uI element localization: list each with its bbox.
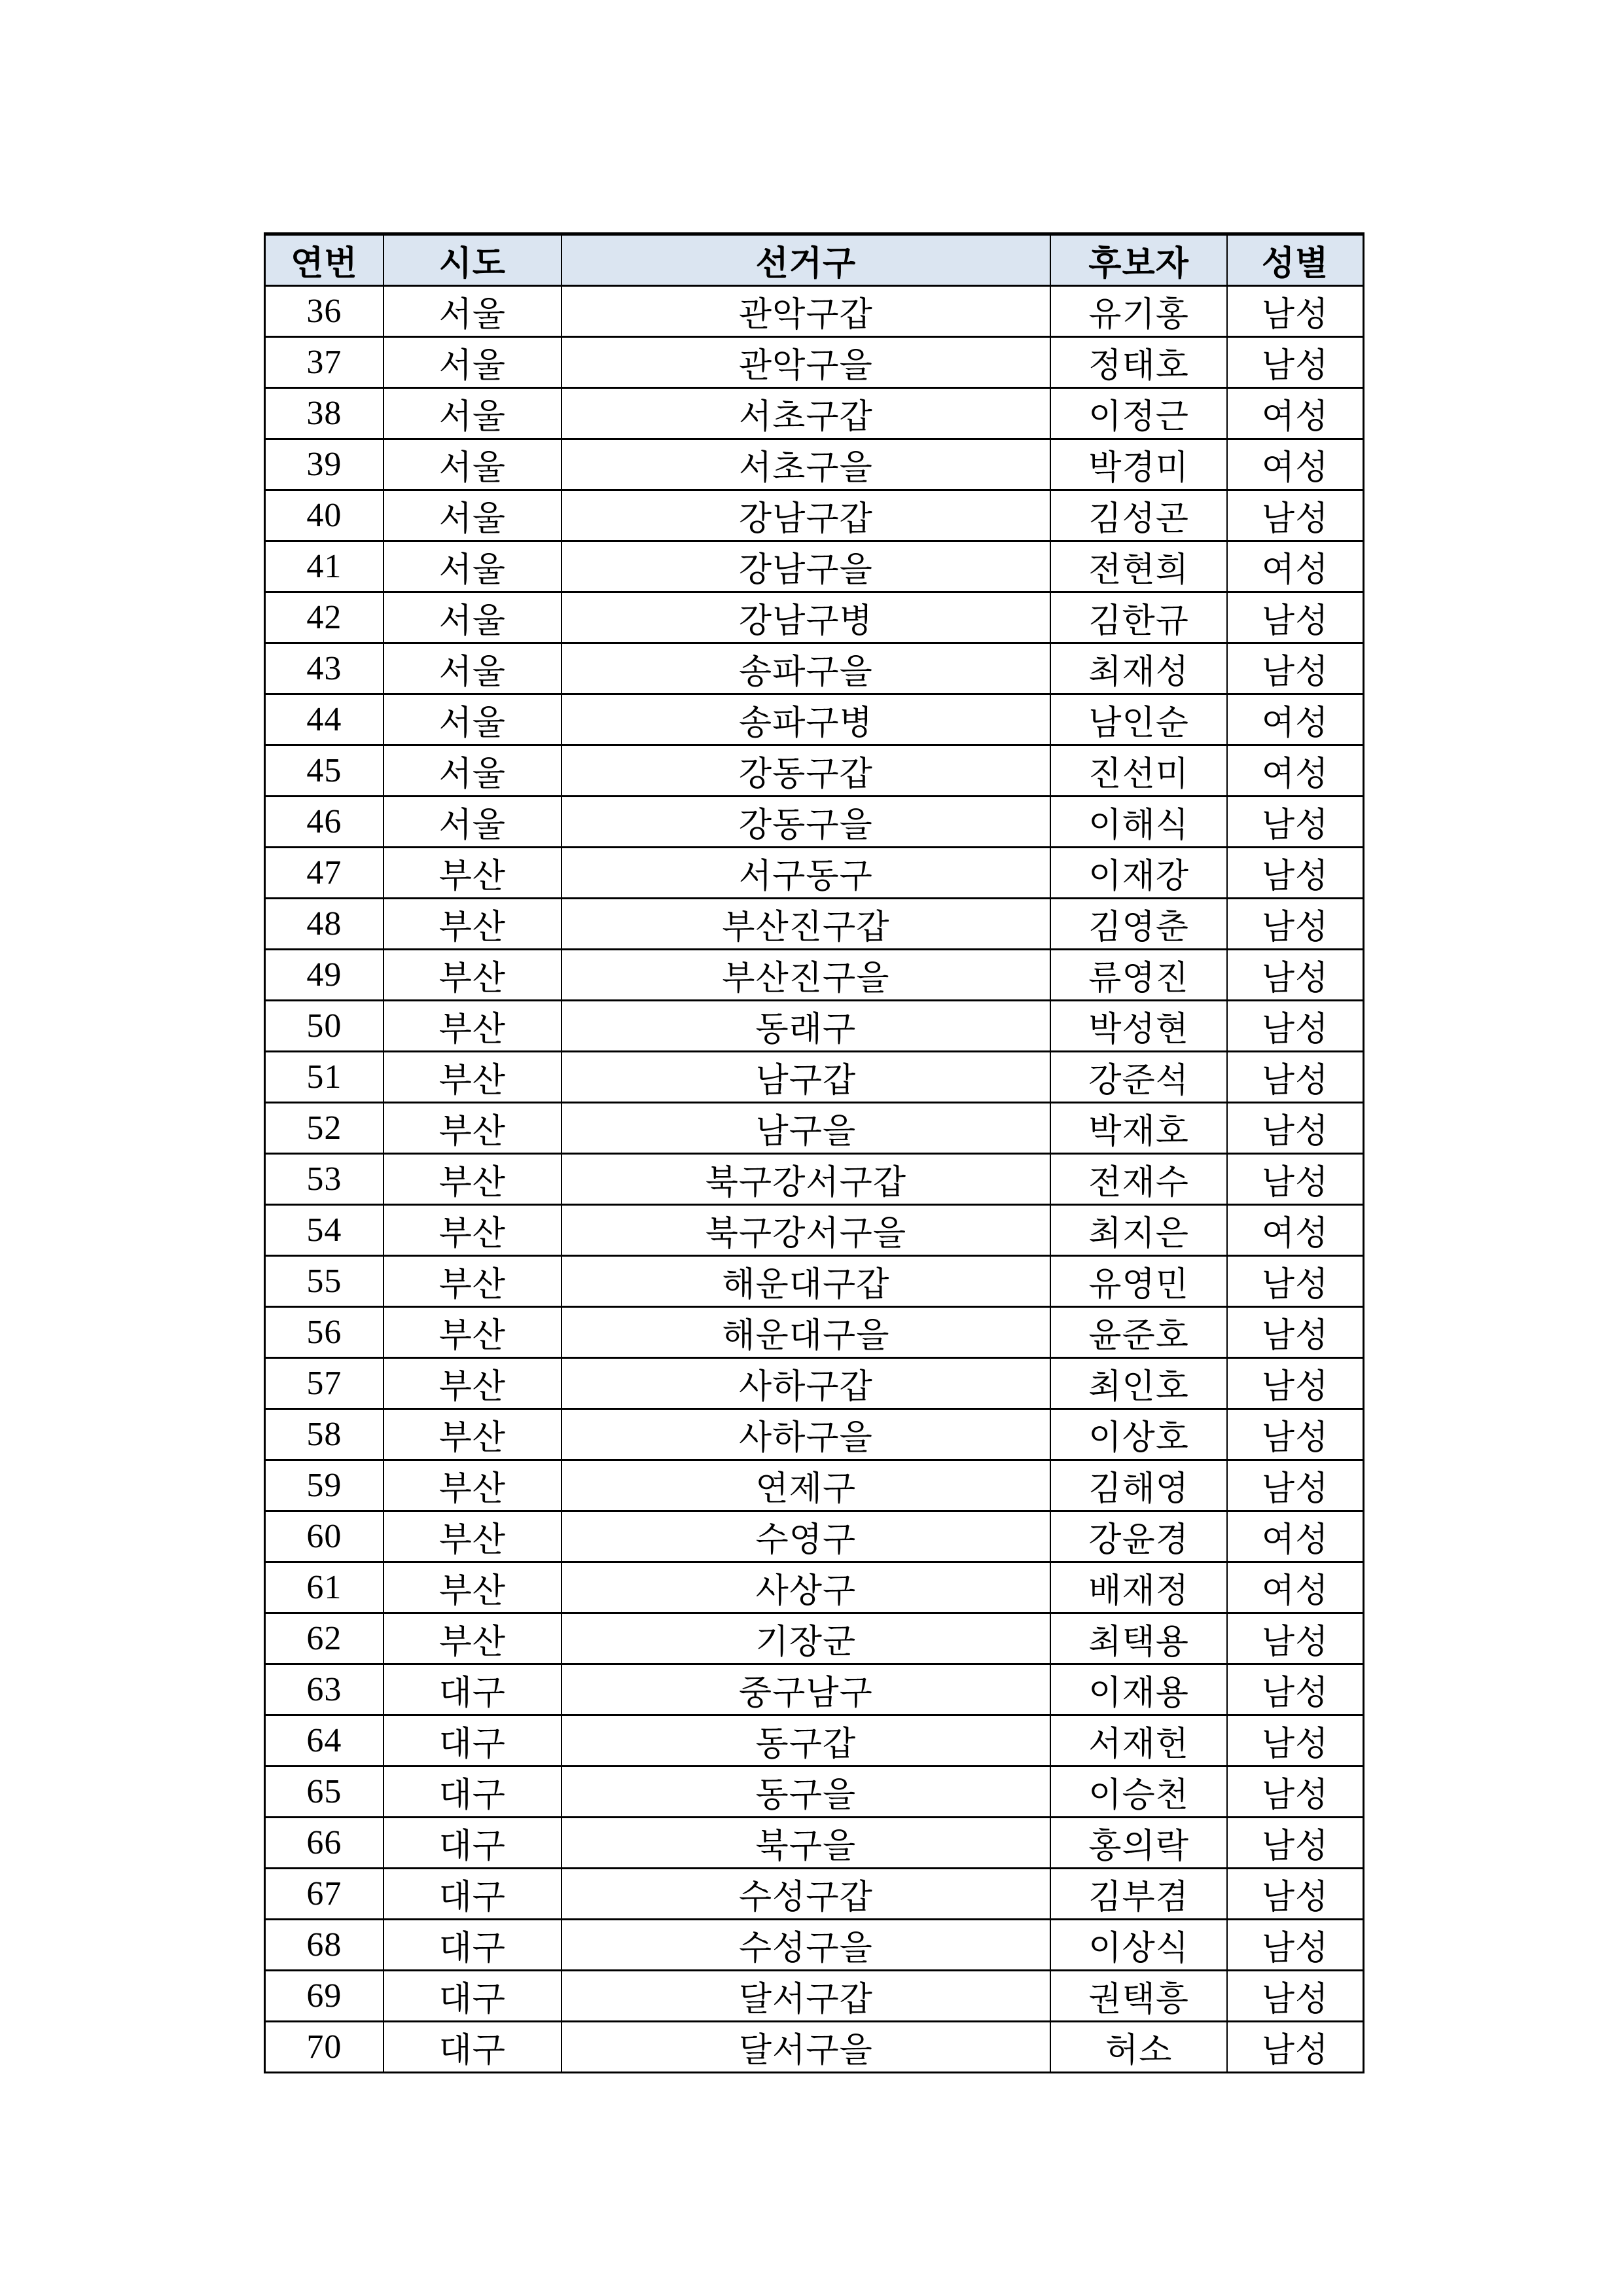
table-row	[265, 745, 1364, 797]
cell-candidate: 이해식	[1050, 797, 1227, 848]
col-header-gender: 성별	[1227, 234, 1363, 286]
candidate-table	[264, 232, 1364, 2073]
cell-sido: 부산	[383, 1256, 562, 1307]
cell-district: 서초구갑	[562, 388, 1050, 439]
cell-sido: 부산	[383, 1562, 562, 1613]
cell-candidate: 이정근	[1050, 388, 1227, 439]
cell-district: 관악구을	[562, 337, 1050, 388]
cell-gender: 남성	[1227, 899, 1363, 950]
cell-sido: 대구	[383, 1920, 562, 1971]
cell-candidate: 최인호	[1050, 1358, 1227, 1409]
cell-district: 강동구갑	[562, 745, 1050, 797]
cell-candidate: 이재강	[1050, 848, 1227, 899]
cell-candidate: 박경미	[1050, 439, 1227, 490]
cell-sido: 서울	[383, 388, 562, 439]
cell-serial: 70	[265, 2022, 383, 2073]
cell-candidate: 최택용	[1050, 1613, 1227, 1664]
table-row	[265, 1715, 1364, 1767]
cell-candidate: 강윤경	[1050, 1511, 1227, 1562]
cell-candidate: 배재정	[1050, 1562, 1227, 1613]
cell-serial: 67	[265, 1869, 383, 1920]
cell-candidate: 전현희	[1050, 541, 1227, 592]
cell-serial: 53	[265, 1154, 383, 1205]
table-row	[265, 1613, 1364, 1664]
cell-district: 강남구을	[562, 541, 1050, 592]
table-row	[265, 1001, 1364, 1052]
cell-serial: 65	[265, 1767, 383, 1818]
cell-sido: 대구	[383, 1767, 562, 1818]
cell-serial: 52	[265, 1103, 383, 1154]
cell-serial: 60	[265, 1511, 383, 1562]
cell-district: 사하구을	[562, 1409, 1050, 1460]
cell-sido: 부산	[383, 1205, 562, 1256]
table-row	[265, 643, 1364, 694]
cell-serial: 55	[265, 1256, 383, 1307]
cell-gender: 남성	[1227, 1613, 1363, 1664]
cell-candidate: 최재성	[1050, 643, 1227, 694]
cell-district: 동구갑	[562, 1715, 1050, 1767]
cell-sido: 서울	[383, 286, 562, 337]
table-row	[265, 1103, 1364, 1154]
table-row	[265, 797, 1364, 848]
cell-sido: 부산	[383, 1460, 562, 1511]
cell-gender: 남성	[1227, 1256, 1363, 1307]
cell-sido: 대구	[383, 2022, 562, 2073]
cell-candidate: 윤준호	[1050, 1307, 1227, 1358]
cell-gender: 여성	[1227, 439, 1363, 490]
table-body	[265, 286, 1364, 2073]
cell-sido: 서울	[383, 643, 562, 694]
cell-district: 남구갑	[562, 1052, 1050, 1103]
cell-sido: 부산	[383, 1409, 562, 1460]
col-header-candidate: 후보자	[1050, 234, 1227, 286]
cell-candidate: 김한규	[1050, 592, 1227, 643]
cell-sido: 부산	[383, 1511, 562, 1562]
cell-sido: 대구	[383, 1869, 562, 1920]
cell-gender: 남성	[1227, 1460, 1363, 1511]
cell-gender: 남성	[1227, 643, 1363, 694]
table-row	[265, 950, 1364, 1001]
cell-sido: 부산	[383, 1358, 562, 1409]
cell-district: 송파구을	[562, 643, 1050, 694]
table-row	[265, 490, 1364, 541]
cell-serial: 45	[265, 745, 383, 797]
cell-gender: 남성	[1227, 2022, 1363, 2073]
cell-district: 수성구갑	[562, 1869, 1050, 1920]
cell-sido: 부산	[383, 899, 562, 950]
cell-sido: 서울	[383, 337, 562, 388]
table-row	[265, 1767, 1364, 1818]
cell-serial: 69	[265, 1971, 383, 2022]
cell-candidate: 박재호	[1050, 1103, 1227, 1154]
table-row	[265, 1154, 1364, 1205]
cell-candidate: 허소	[1050, 2022, 1227, 2073]
table-row	[265, 1664, 1364, 1715]
cell-district: 부산진구갑	[562, 899, 1050, 950]
cell-serial: 62	[265, 1613, 383, 1664]
cell-sido: 부산	[383, 1154, 562, 1205]
cell-candidate: 강준석	[1050, 1052, 1227, 1103]
cell-sido: 부산	[383, 1307, 562, 1358]
cell-sido: 대구	[383, 1971, 562, 2022]
cell-gender: 남성	[1227, 1715, 1363, 1767]
cell-gender: 남성	[1227, 592, 1363, 643]
cell-district: 해운대구갑	[562, 1256, 1050, 1307]
cell-candidate: 이승천	[1050, 1767, 1227, 1818]
cell-gender: 남성	[1227, 1971, 1363, 2022]
table-row	[265, 1971, 1364, 2022]
cell-candidate: 김부겸	[1050, 1869, 1227, 1920]
cell-candidate: 정태호	[1050, 337, 1227, 388]
cell-gender: 남성	[1227, 1103, 1363, 1154]
cell-gender: 남성	[1227, 1869, 1363, 1920]
cell-district: 북구강서구갑	[562, 1154, 1050, 1205]
cell-serial: 42	[265, 592, 383, 643]
cell-candidate: 이재용	[1050, 1664, 1227, 1715]
cell-sido: 부산	[383, 1052, 562, 1103]
table-row	[265, 1205, 1364, 1256]
cell-district: 북구을	[562, 1818, 1050, 1869]
table-row	[265, 388, 1364, 439]
cell-sido: 부산	[383, 1103, 562, 1154]
cell-candidate: 박성현	[1050, 1001, 1227, 1052]
cell-sido: 대구	[383, 1664, 562, 1715]
cell-gender: 남성	[1227, 286, 1363, 337]
col-header-sido: 시도	[383, 234, 562, 286]
cell-serial: 37	[265, 337, 383, 388]
cell-candidate: 김성곤	[1050, 490, 1227, 541]
cell-district: 달서구갑	[562, 1971, 1050, 2022]
cell-district: 강남구병	[562, 592, 1050, 643]
cell-serial: 56	[265, 1307, 383, 1358]
cell-serial: 61	[265, 1562, 383, 1613]
cell-candidate: 전재수	[1050, 1154, 1227, 1205]
table-row	[265, 1256, 1364, 1307]
cell-candidate: 유기홍	[1050, 286, 1227, 337]
table-row	[265, 899, 1364, 950]
table-row	[265, 286, 1364, 337]
cell-gender: 여성	[1227, 1562, 1363, 1613]
cell-gender: 남성	[1227, 797, 1363, 848]
cell-district: 송파구병	[562, 694, 1050, 745]
cell-district: 북구강서구을	[562, 1205, 1050, 1256]
cell-district: 부산진구을	[562, 950, 1050, 1001]
cell-district: 남구을	[562, 1103, 1050, 1154]
cell-candidate: 최지은	[1050, 1205, 1227, 1256]
cell-sido: 대구	[383, 1818, 562, 1869]
cell-candidate: 김해영	[1050, 1460, 1227, 1511]
cell-serial: 40	[265, 490, 383, 541]
table-row	[265, 1460, 1364, 1511]
cell-gender: 남성	[1227, 1409, 1363, 1460]
cell-gender: 남성	[1227, 1664, 1363, 1715]
cell-sido: 부산	[383, 950, 562, 1001]
cell-serial: 50	[265, 1001, 383, 1052]
table-row	[265, 541, 1364, 592]
cell-candidate: 이상호	[1050, 1409, 1227, 1460]
cell-gender: 여성	[1227, 388, 1363, 439]
cell-gender: 여성	[1227, 694, 1363, 745]
cell-district: 강동구을	[562, 797, 1050, 848]
table-row	[265, 1869, 1364, 1920]
table-row	[265, 592, 1364, 643]
cell-gender: 여성	[1227, 745, 1363, 797]
cell-gender: 여성	[1227, 1205, 1363, 1256]
cell-sido: 대구	[383, 1715, 562, 1767]
cell-candidate: 남인순	[1050, 694, 1227, 745]
table-row	[265, 1818, 1364, 1869]
cell-district: 기장군	[562, 1613, 1050, 1664]
table-row	[265, 1562, 1364, 1613]
cell-district: 사상구	[562, 1562, 1050, 1613]
cell-district: 강남구갑	[562, 490, 1050, 541]
cell-sido: 서울	[383, 541, 562, 592]
cell-serial: 47	[265, 848, 383, 899]
cell-serial: 57	[265, 1358, 383, 1409]
cell-serial: 66	[265, 1818, 383, 1869]
cell-serial: 51	[265, 1052, 383, 1103]
cell-serial: 68	[265, 1920, 383, 1971]
table-row	[265, 848, 1364, 899]
cell-sido: 서울	[383, 797, 562, 848]
table-row	[265, 1409, 1364, 1460]
cell-district: 수성구을	[562, 1920, 1050, 1971]
cell-serial: 59	[265, 1460, 383, 1511]
cell-sido: 서울	[383, 439, 562, 490]
cell-gender: 남성	[1227, 1052, 1363, 1103]
table-row	[265, 2022, 1364, 2073]
cell-gender: 남성	[1227, 337, 1363, 388]
cell-district: 서초구을	[562, 439, 1050, 490]
cell-gender: 남성	[1227, 1154, 1363, 1205]
cell-gender: 남성	[1227, 1001, 1363, 1052]
cell-serial: 48	[265, 899, 383, 950]
table-row	[265, 1511, 1364, 1562]
cell-district: 달서구을	[562, 2022, 1050, 2073]
cell-serial: 46	[265, 797, 383, 848]
table-row	[265, 439, 1364, 490]
cell-district: 동래구	[562, 1001, 1050, 1052]
cell-candidate: 진선미	[1050, 745, 1227, 797]
cell-gender: 남성	[1227, 1358, 1363, 1409]
cell-gender: 남성	[1227, 1920, 1363, 1971]
cell-gender: 남성	[1227, 848, 1363, 899]
header-row	[265, 234, 1364, 286]
cell-gender: 남성	[1227, 1818, 1363, 1869]
cell-candidate: 류영진	[1050, 950, 1227, 1001]
cell-candidate: 홍의락	[1050, 1818, 1227, 1869]
col-header-district: 선거구	[562, 234, 1050, 286]
cell-district: 서구동구	[562, 848, 1050, 899]
cell-sido: 서울	[383, 592, 562, 643]
table-row	[265, 337, 1364, 388]
cell-district: 사하구갑	[562, 1358, 1050, 1409]
cell-gender: 여성	[1227, 1511, 1363, 1562]
cell-district: 관악구갑	[562, 286, 1050, 337]
cell-gender: 남성	[1227, 490, 1363, 541]
cell-sido: 서울	[383, 490, 562, 541]
cell-candidate: 서재헌	[1050, 1715, 1227, 1767]
cell-sido: 서울	[383, 745, 562, 797]
cell-sido: 부산	[383, 1613, 562, 1664]
cell-candidate: 유영민	[1050, 1256, 1227, 1307]
cell-serial: 36	[265, 286, 383, 337]
cell-serial: 63	[265, 1664, 383, 1715]
table-row	[265, 694, 1364, 745]
cell-district: 연제구	[562, 1460, 1050, 1511]
cell-serial: 64	[265, 1715, 383, 1767]
cell-candidate: 권택흥	[1050, 1971, 1227, 2022]
cell-gender: 남성	[1227, 1767, 1363, 1818]
cell-sido: 부산	[383, 1001, 562, 1052]
cell-serial: 49	[265, 950, 383, 1001]
cell-candidate: 이상식	[1050, 1920, 1227, 1971]
cell-district: 해운대구을	[562, 1307, 1050, 1358]
cell-district: 동구을	[562, 1767, 1050, 1818]
cell-serial: 54	[265, 1205, 383, 1256]
col-header-serial: 연번	[265, 234, 383, 286]
cell-serial: 38	[265, 388, 383, 439]
cell-serial: 58	[265, 1409, 383, 1460]
cell-district: 중구남구	[562, 1664, 1050, 1715]
cell-district: 수영구	[562, 1511, 1050, 1562]
cell-serial: 44	[265, 694, 383, 745]
table-row	[265, 1920, 1364, 1971]
cell-sido: 부산	[383, 848, 562, 899]
cell-sido: 서울	[383, 694, 562, 745]
table-row	[265, 1358, 1364, 1409]
cell-gender: 남성	[1227, 1307, 1363, 1358]
table-row	[265, 1307, 1364, 1358]
cell-gender: 여성	[1227, 541, 1363, 592]
cell-candidate: 김영춘	[1050, 899, 1227, 950]
cell-serial: 43	[265, 643, 383, 694]
cell-serial: 39	[265, 439, 383, 490]
cell-gender: 남성	[1227, 950, 1363, 1001]
cell-serial: 41	[265, 541, 383, 592]
table-row	[265, 1052, 1364, 1103]
